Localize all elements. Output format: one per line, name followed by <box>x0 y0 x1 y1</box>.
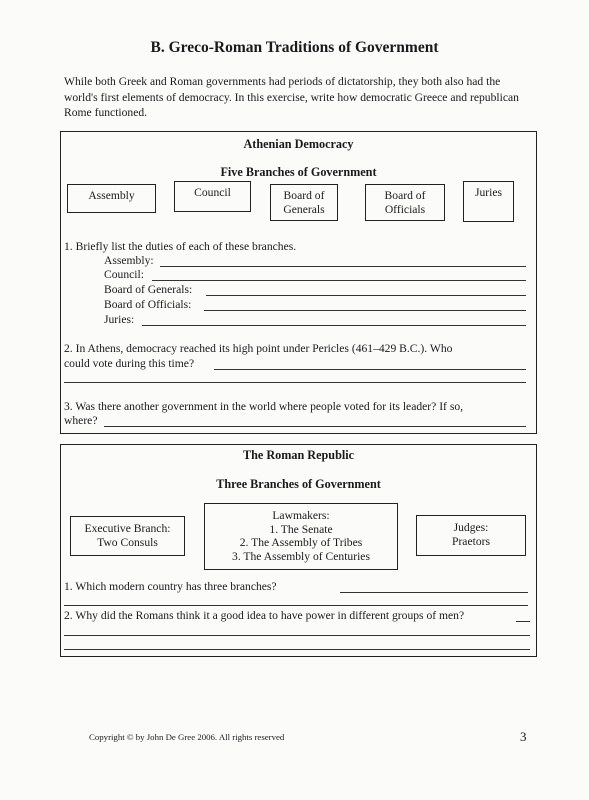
duty-label-council: Council: <box>104 268 144 281</box>
lawmakers-item: 1. The Senate <box>269 522 333 536</box>
answer-line[interactable] <box>214 369 526 370</box>
rome-subheading: Three Branches of Government <box>216 477 381 491</box>
branch-box-board-of-officials <box>365 184 445 221</box>
answer-line[interactable] <box>104 426 526 427</box>
answer-line[interactable] <box>64 382 526 383</box>
branch-label: Board of Generals <box>283 189 325 216</box>
athens-question-1: 1. Briefly list the duties of each of these branches. <box>64 240 297 253</box>
branch-label: Juries <box>474 186 503 199</box>
duty-label-board-of-generals: Board of Generals: <box>104 283 193 296</box>
athens-heading: Athenian Democracy <box>243 137 354 151</box>
athens-question-3-line-2: where? <box>64 414 98 427</box>
branch-box-council <box>174 181 251 212</box>
branch-box-juries <box>463 181 514 222</box>
answer-line[interactable] <box>206 295 526 296</box>
judges-title: Judges: <box>453 521 489 534</box>
judges-detail: Praetors <box>452 534 490 548</box>
branch-box-assembly <box>67 184 156 213</box>
answer-line[interactable] <box>142 325 526 326</box>
lawmakers-box <box>204 503 398 570</box>
executive-detail: Two Consuls <box>97 535 158 549</box>
lawmakers-item: 2. The Assembly of Tribes <box>239 536 363 549</box>
judges-box <box>416 515 526 556</box>
answer-line[interactable] <box>64 649 530 650</box>
athens-question-2-line-1: 2. In Athens, democracy reached its high point under Pericles (461–429 B.C.). Who <box>64 342 453 355</box>
rome-heading: The Roman Republic <box>242 448 355 462</box>
branch-box-board-of-generals <box>270 184 338 221</box>
athens-question-3-line-1: 3. Was there another government in the world where people voted for its leader? If so, <box>64 400 464 413</box>
intro-paragraph: While both Greek and Roman governments had periods of dictatorship, they both also had the world's first elements of democracy. In this exercise, write how democratic Greece and republican Rome functioned. <box>64 75 519 119</box>
page-number: 3 <box>520 729 527 744</box>
executive-branch-box <box>70 516 185 556</box>
answer-line[interactable] <box>64 605 528 606</box>
branch-label: Assembly <box>88 189 135 202</box>
duty-label-juries: Juries: <box>104 313 135 326</box>
branch-label: Board of Officials <box>384 189 426 216</box>
lawmakers-item: 3. The Assembly of Centuries <box>232 549 370 563</box>
branch-label: Council <box>194 186 231 199</box>
rome-question-2: 2. Why did the Romans think it a good idea to have power in different groups of men? <box>64 609 465 622</box>
copyright-notice: Copyright © by John De Gree 2006. All rights reserved <box>89 732 285 742</box>
lawmakers-title: Lawmakers: <box>272 509 330 522</box>
answer-line[interactable] <box>152 280 526 281</box>
answer-line[interactable] <box>160 266 526 267</box>
athens-question-2-line-2: could vote during this time? <box>64 357 195 370</box>
executive-title: Executive Branch: <box>84 522 171 535</box>
answer-line[interactable] <box>516 621 530 622</box>
duty-label-board-of-officials: Board of Officials: <box>104 298 192 311</box>
answer-line[interactable] <box>64 635 530 636</box>
answer-line[interactable] <box>204 310 526 311</box>
duty-label-assembly: Assembly: <box>104 254 154 267</box>
page-title: B. Greco-Roman Traditions of Government <box>150 39 439 56</box>
rome-question-1: 1. Which modern country has three branches? <box>64 580 277 593</box>
athens-subheading: Five Branches of Government <box>220 165 377 179</box>
answer-line[interactable] <box>340 592 528 593</box>
